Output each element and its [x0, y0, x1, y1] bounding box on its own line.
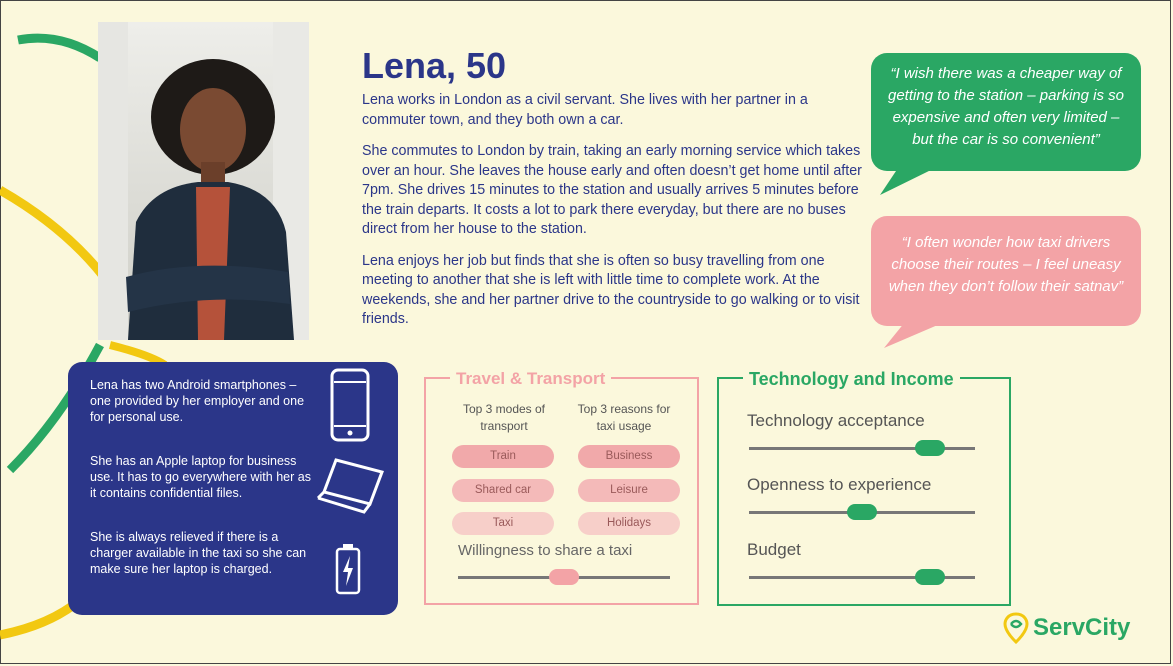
reason-pill: Leisure	[578, 479, 680, 502]
budget-label: Budget	[747, 540, 801, 559]
devices-card	[68, 362, 398, 615]
laptop-icon	[314, 456, 386, 518]
smartphone-icon	[330, 368, 370, 442]
tech-title: Technology and Income	[743, 369, 960, 390]
reason-pill: Business	[578, 445, 680, 468]
servcity-logo	[1003, 612, 1131, 649]
tech-acceptance-knob	[915, 440, 945, 456]
bio-paragraph: She commutes to London by train, taking an early morning service which takes over an hour. She leaves the house early and often doesn’t get home until after 7pm. She drives 15 minutes to the station and usually arrives 5 minutes before the train departs. It costs a lot to park there everyday, but there are no buses direct from her house to the station.	[362, 143, 862, 237]
location-pin-icon	[1003, 612, 1029, 644]
reason-pill: Holidays	[578, 512, 680, 535]
laptop-description: She has an Apple laptop for business use. It has to go everywhere with her as it contains confidential files.	[90, 454, 311, 500]
budget-knob	[915, 569, 945, 585]
quote-bubble-green: “I wish there was a cheaper way of getting to the station – parking is so expensive and often very limited – but the car is so convenient”	[871, 53, 1141, 171]
bio-paragraph: Lena works in London as a civil servant. She lives with her partner in a commuter town, and they both own a car.	[362, 92, 808, 128]
quote-bubble-pink: “I often wonder how taxi drivers choose their routes – I feel uneasy when they don’t follow their satnav”	[871, 216, 1141, 326]
phone-description: Lena has two Android smartphones – one provided by her employer and one for personal use.	[90, 378, 305, 424]
mode-pill: Taxi	[452, 512, 554, 535]
mode-pill: Train	[452, 445, 554, 468]
reasons-heading: Top 3 reasons for taxi usage	[577, 402, 671, 433]
battery-charging-icon	[334, 542, 362, 596]
travel-transport-box	[424, 369, 699, 605]
logo-text: ServCity	[1033, 614, 1131, 641]
openness-knob	[847, 504, 877, 520]
modes-heading: Top 3 modes of transport	[462, 402, 546, 433]
openness-label: Openness to experience	[747, 475, 932, 494]
mode-pill: Shared car	[452, 479, 554, 502]
travel-title: Travel & Transport	[450, 369, 611, 389]
persona-name: Lena, 50	[362, 45, 507, 86]
technology-income-box	[717, 369, 1011, 606]
charger-description: She is always relieved if there is a charger available in the taxi so she can make sure her laptop is charged.	[90, 530, 307, 576]
willingness-knob	[549, 569, 579, 585]
willingness-label: Willingness to share a taxi	[458, 542, 633, 559]
tech-acceptance-label: Technology acceptance	[747, 411, 925, 430]
bio-paragraph: Lena enjoys her job but finds that she is often so busy travelling from one meeting to another that she is left with little time to complete work. At the weekends, she and her partner drive to the countryside to go walking or to visit friends.	[362, 252, 860, 327]
